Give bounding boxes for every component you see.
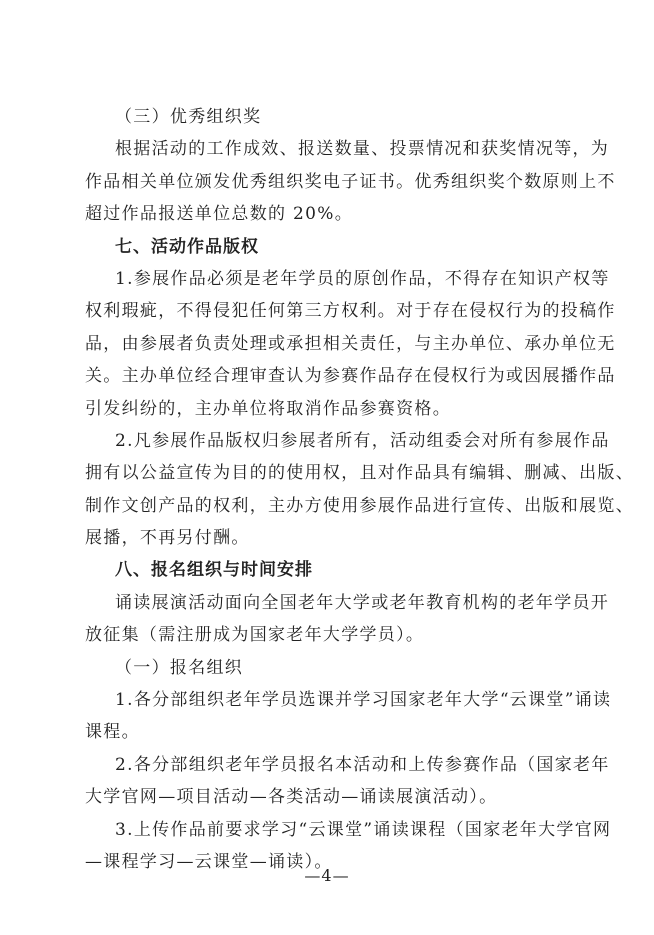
section-heading-copyright: 七、活动作品版权 [115,236,259,257]
paragraph-line: 大学官网—项目活动—各类活动—诵读展演活动）。 [85,787,498,808]
subheading-registration-organization: （一）报名组织 [115,657,244,678]
paragraph-line: 放征集（需注册成为国家老年大学学员）。 [85,625,425,646]
paragraph-line: 作品相关单位颁发优秀组织奖电子证书。优秀组织奖个数原则上不 [85,171,616,192]
paragraph-line: 根据活动的工作成效、报送数量、投票情况和获奖情况等，为 [115,139,610,160]
paragraph-line: 拥有以公益宣传为目的的使用权，且对作品具有编辑、删减、出版、 [85,463,634,484]
section-heading-registration-schedule: 八、报名组织与时间安排 [115,560,313,581]
paragraph-line: 品，由参展者负责处理或承担相关责任，与主办单位、承办单位无 [85,333,616,354]
paragraph-line: 2.凡参展作品版权归参展者所有，活动组委会对所有参展作品 [115,430,610,451]
paragraph-line: 1.参展作品必须是老年学员的原创作品，不得存在知识产权等 [115,268,610,289]
paragraph-line: 3.上传作品前要求学习“云课堂”诵读课程（国家老年大学官网 [115,819,612,840]
paragraph-line: 权利瑕疵，不得侵犯任何第三方权利。对于存在侵权行为的投稿作 [85,301,616,322]
page-number: —4— [304,866,350,885]
paragraph-line: 展播，不再另付酬。 [85,528,250,549]
paragraph-line: 超过作品报送单位总数的 20%。 [85,204,353,225]
paragraph-line: —课程学习—云课堂—诵读）。 [85,851,333,872]
paragraph-line: 引发纠纷的，主办单位将取消作品参赛资格。 [85,398,451,419]
paragraph-line: 2.各分部组织老年学员报名本活动和上传参赛作品（国家老年 [115,754,610,775]
document-body [85,101,634,878]
paragraph-line: 1.各分部组织老年学员选课并学习国家老年大学“云课堂”诵读 [115,690,612,711]
paragraph-line: 关。主办单位经合理审查认为参赛作品存在侵权行为或因展播作品 [85,366,616,387]
paragraph-line: 课程。 [85,722,140,743]
paragraph-line: 诵读展演活动面向全国老年大学或老年教育机构的老年学员开 [115,592,610,613]
subheading-excellent-organization-award: （三）优秀组织奖 [115,107,262,127]
paragraph-line: 制作文创产品的权利，主办方使用参展作品进行宣传、出版和展览、 [85,495,634,516]
